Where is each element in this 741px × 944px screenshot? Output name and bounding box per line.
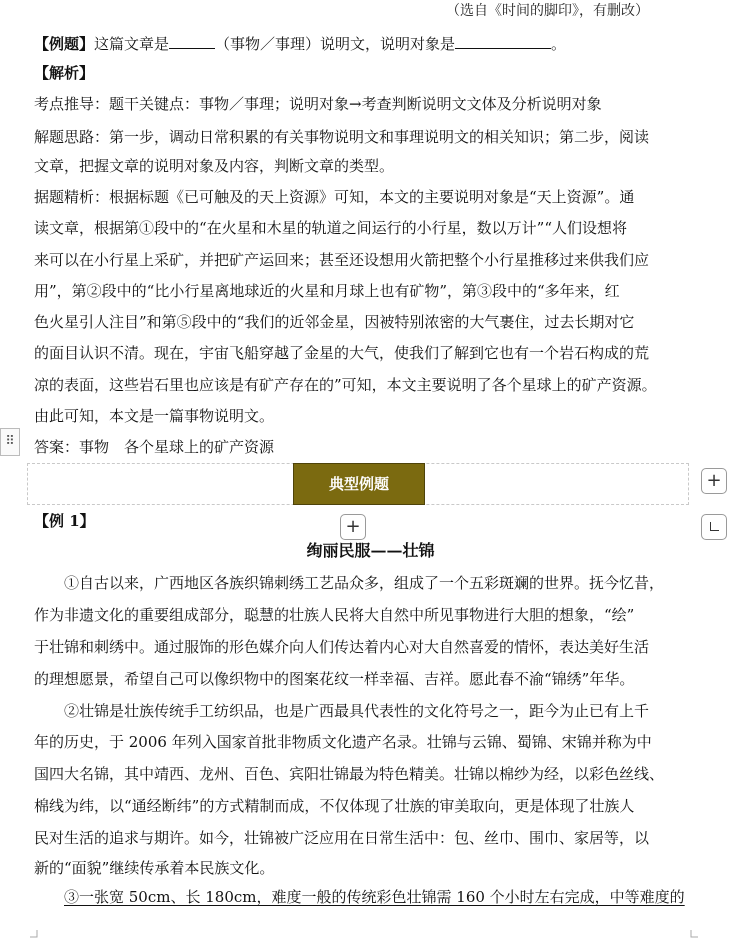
example-line: 于壮锦和刺绣中。通过服饰的形色媒介向人们传达着内心对大自然喜爱的情怀，表达美好生活 [34,638,650,656]
analysis-line: 文章，把握文章的说明对象及内容，判断文章的类型。 [34,157,395,175]
source-note: （选自《时间的脚印》，有删改） [446,3,649,19]
question-label: 【例题】 [34,35,95,53]
example-line: 国四大名锦，其中靖西、龙州、百色、宾阳壮锦最为特色精美。壮锦以棉纱为经，以彩色丝线、 [34,765,665,783]
example-line: 棉线为纬，以“通经断纬”的方式精制而成，不仅体现了壮族的审美取向，更是体现了壮族人 [34,797,635,815]
table-move-handle-icon[interactable]: ⠿ [0,428,20,456]
page-corner-mark-left [30,930,38,938]
example-line: ①自古以来，广西地区各族织锦刺绣工艺品众多，组成了一个五彩斑斓的世界。抚今忆昔， [64,574,665,592]
question-end: 。 [551,35,567,53]
answer-blank-1 [169,32,215,49]
example-line: ②壮锦是壮族传统手工纺织品，也是广西最具代表性的文化符号之一，距今为止已有上千 [64,702,650,720]
table-resize-icon[interactable] [701,514,727,540]
analysis-line: 色火星引人注目”和第⑤段中的“我们的近邻金星，因被特别浓密的大气裹住，过去长期对它 [34,313,635,331]
analysis-line: 由此可知，本文是一篇事物说明文。 [34,407,275,425]
analysis-line: 的面目认识不清。现在，宇宙飞船穿越了金星的大气，使我们了解到它也有一个岩石构成的荒 [34,344,650,362]
analysis-line: 读文章，根据第①段中的“在火星和木星的轨道之间运行的小行星，数以万计”“人们设想将 [34,219,628,237]
page-corner-mark-right [690,930,698,938]
analysis-line: 解题思路：第一步，调动日常积累的有关事物说明文和事理说明文的相关知识；第二步，阅读 [34,128,650,146]
example-line-underlined: ③一张宽 50cm、长 180cm，难度一般的传统彩色壮锦需 160 个小时左右完成，中等难度的 [64,888,685,906]
example-title: 绚丽民服——壮锦 [306,541,435,560]
add-column-plus-icon[interactable]: + [701,468,727,494]
analysis-line: 用”，第②段中的“比小行星离地球近的火星和月球上也有矿物”，第③段中的“多年来，红 [34,282,620,300]
example-line: 作为非遗文化的重要组成部分，聪慧的壮族人民将大自然中所见事物进行大胆的想象，“绘” [34,606,635,624]
section-banner: 典型例题 [293,463,425,505]
question-part2: （事物／事理）说明文，说明对象是 [215,35,456,53]
example-line: 的理想愿景，希望自己可以像织物中的图案花纹一样幸福、吉祥。愿此春不渝“锦绣”年华。 [34,670,635,688]
analysis-line: 考点推导：题干关键点：事物／事理；说明对象→考查判断说明文文体及分析说明对象 [34,95,602,113]
analysis-line: 凉的表面，这些岩石里也应该是有矿产存在的”可知，本文主要说明了各个星球上的矿产资源。 [34,376,657,394]
analysis-line: 来可以在小行星上采矿，并把矿产运回来；甚至还设想用火箭把整个小行星推移过来供我们应 [34,251,650,269]
answer-line: 答案：事物 各个星球上的矿产资源 [34,438,275,456]
question-part1: 这篇文章是 [94,35,170,53]
example-line: 新的“面貌”继续传承着本民族文化。 [34,859,275,877]
question-line [34,32,566,55]
example-label: 【例 1】 [34,512,95,530]
answer-blank-2 [455,32,551,49]
analysis-label: 【解析】 [34,64,95,82]
example-line: 民对生活的追求与期许。如今，壮锦被广泛应用在日常生活中：包、丝巾、围巾、家居等，以 [34,829,650,847]
analysis-line: 据题精析：根据标题《已可触及的天上资源》可知，本文的主要说明对象是“天上资源”。通 [34,188,635,206]
add-row-plus-icon[interactable]: + [340,514,366,540]
example-line: 年的历史，于 2006 年列入国家首批非物质文化遗产名录。壮锦与云锦、蜀锦、宋锦并称为中 [34,733,652,751]
